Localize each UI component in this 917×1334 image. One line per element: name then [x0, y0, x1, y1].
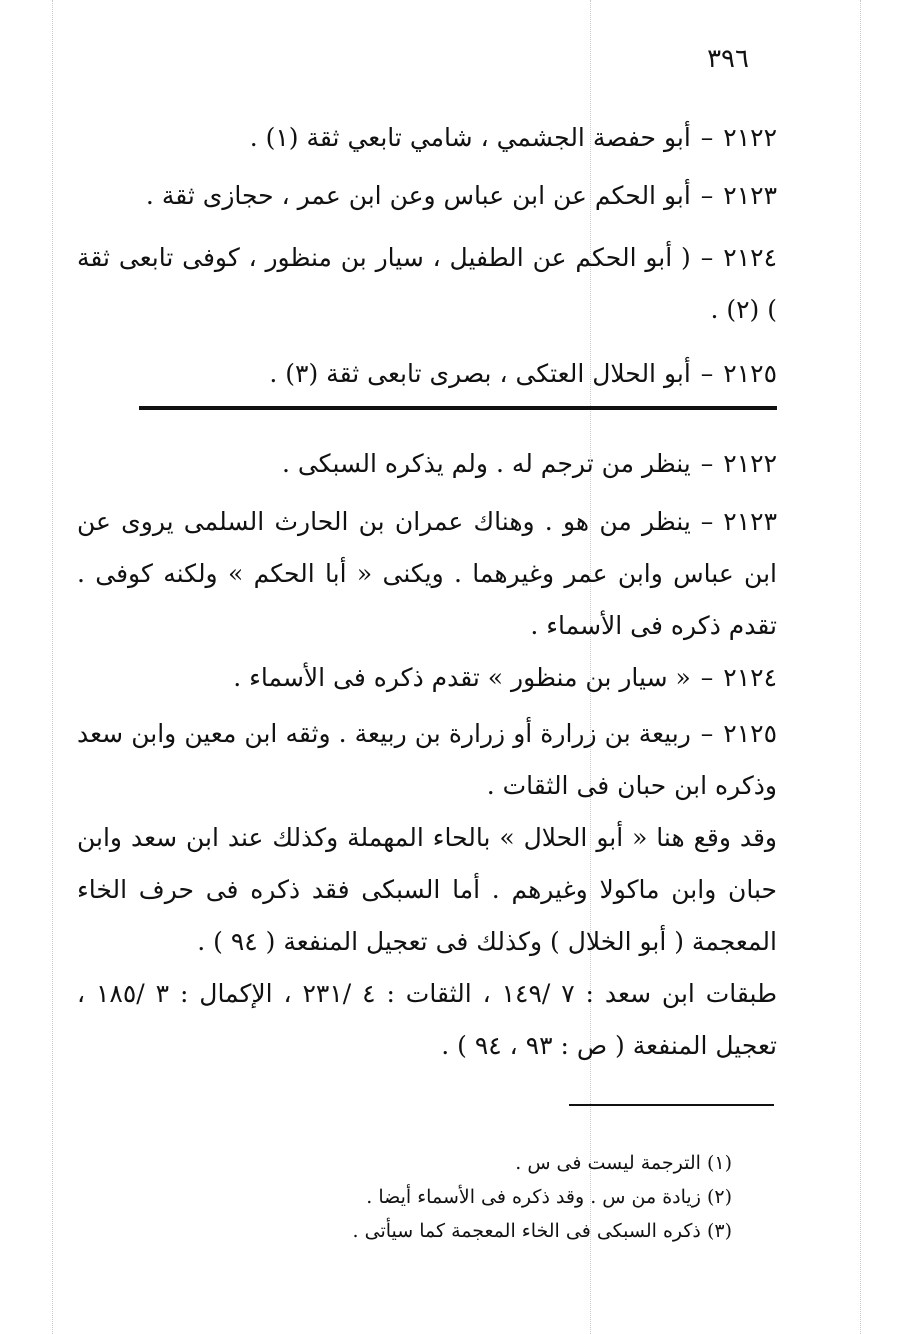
entry: [77, 232, 777, 336]
note-text: ينظر من ترجم له . ولم يذكره السبكى .: [281, 449, 691, 478]
entry-text: أبو الحلال العتكى ، بصرى تابعى ثقة (٣) .: [269, 359, 691, 388]
dash: –: [700, 663, 714, 692]
dash: –: [700, 181, 714, 210]
dash: –: [700, 449, 714, 478]
dash: –: [700, 359, 714, 388]
entry-number: ٢١٢٤: [723, 243, 777, 272]
section-divider: [139, 406, 777, 410]
entry: [77, 170, 777, 222]
dash: –: [700, 123, 714, 152]
note-number: ٢١٢٣: [723, 507, 777, 536]
dash: –: [700, 719, 714, 748]
footnote: [132, 1214, 732, 1248]
entry-number: ٢١٢٥: [723, 359, 777, 388]
entry-text: ( أبو الحكم عن الطفيل ، سيار بن منظور ، كوفى تابعى ثقة ) (٢) .: [77, 243, 777, 324]
footnote: [132, 1146, 732, 1180]
footnote-number: (٣): [706, 1220, 732, 1242]
entry-text: أبو حفصة الجشمي ، شامي تابعي ثقة (١) .: [249, 123, 691, 152]
entry-text: أبو الحكم عن ابن عباس وعن ابن عمر ، حجازى ثقة .: [145, 181, 691, 210]
footnote-text: ذكره السبكى فى الخاء المعجمة كما سيأتى .: [352, 1220, 701, 1242]
entry: [77, 348, 777, 400]
entry-number: ٢١٢٢: [723, 123, 777, 152]
note-entry: [77, 496, 777, 652]
footnote-divider: [569, 1104, 774, 1106]
note-references: طبقات ابن سعد : ٧ /١٤٩ ، الثقات : ٤ /٢٣١ ، الإكمال : ٣ /١٨٥ ، تعجيل المنفعة ( ص : ٩٣ ، ٩٤ ) .: [77, 979, 778, 1060]
note-number: ٢١٢٤: [723, 663, 777, 692]
note-entry: [77, 652, 777, 704]
footnote-number: (١): [706, 1152, 732, 1174]
note-text: ربيعة بن زرارة أو زرارة بن ربيعة . وثقه ابن معين وابن سعد وذكره ابن حبان فى الثقات .: [77, 719, 777, 800]
note-entry: [77, 438, 777, 490]
note-entry: [77, 708, 777, 1072]
footnote-number: (٢): [706, 1186, 732, 1208]
note-paragraph: وقد وقع هنا « أبو الحلال » بالحاء المهملة وكذلك عند ابن سعد وابن حبان وابن ماكولا وغيرهم . أما السبكى فقد ذكره فى حرف الخاء المعجمة ( أبو الخلال ) وكذلك فى تعجيل المنفعة ( ٩٤ ) .: [77, 823, 777, 956]
note-text: « سيار بن منظور » تقدم ذكره فى الأسماء .: [233, 663, 691, 692]
footnote-text: زيادة من س . وقد ذكره فى الأسماء أيضا .: [366, 1186, 701, 1208]
footnote-text: الترجمة ليست فى س .: [515, 1152, 701, 1174]
scan-guide-line: [860, 0, 861, 1334]
footnote: [132, 1180, 732, 1214]
page-number: ٣٩٦: [707, 44, 749, 74]
note-text: ينظر من هو . وهناك عمران بن الحارث السلمى يروى عن ابن عباس وابن عمر وغيرهما . ويكنى « أبا الحكم » ولكنه كوفى . تقدم ذكره فى الأسماء .: [77, 507, 777, 640]
note-number: ٢١٢٢: [723, 449, 777, 478]
dash: –: [700, 507, 714, 536]
scan-guide-line: [52, 0, 53, 1334]
entry: [77, 112, 777, 164]
entry-number: ٢١٢٣: [723, 181, 777, 210]
note-number: ٢١٢٥: [723, 719, 777, 748]
dash: –: [700, 243, 714, 272]
